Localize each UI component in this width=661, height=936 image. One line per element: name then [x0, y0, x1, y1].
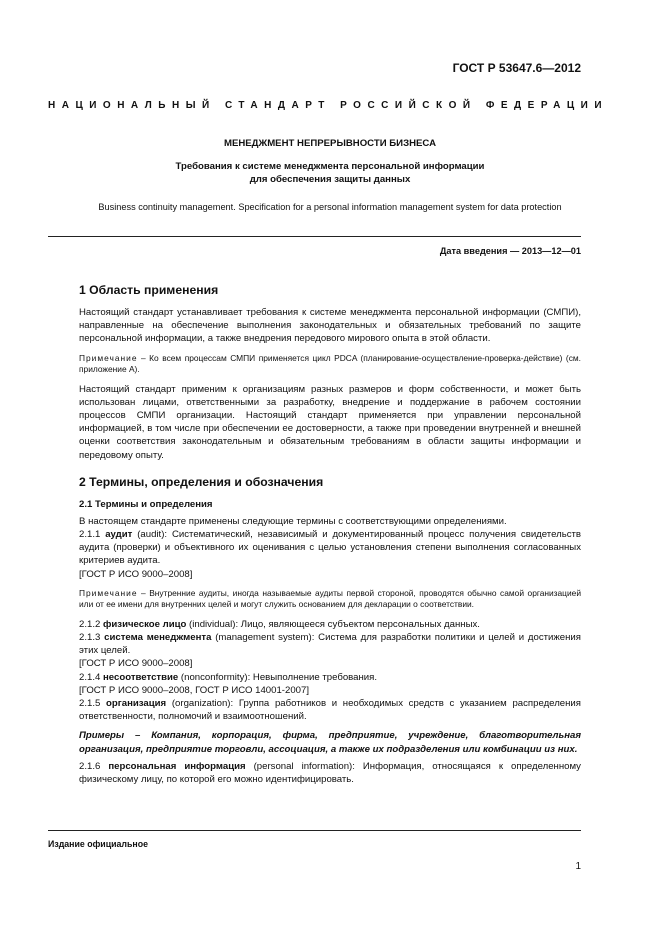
- term-2-1-3-reference: [ГОСТ Р ИСО 9000–2008]: [79, 658, 193, 670]
- page-number: 1: [575, 861, 581, 872]
- term-definition: (management system): Система для разработки политики и целей и достижения этих целей.: [79, 632, 581, 657]
- document-title: МЕНЕДЖМЕНТ НЕПРЕРЫВНОСТИ БИЗНЕСА: [223, 138, 437, 149]
- national-standard-heading: НАЦИОНАЛЬНЫЙ СТАНДАРТ РОССИЙСКОЙ ФЕДЕРАЦИИ: [48, 100, 609, 111]
- section-1-paragraph-2: Настоящий стандарт применим к организациям разных размеров и форм собственности, и может быть использован лицами, ответственными за разработку, внедрение и поддержание в рабочем состоянии процессов СМПИ организации. Настоящий стандарт применяется при управлении персональной информацией, в том числе при обеспечении ее достоверности, а также при проведении внутренней и внешней оценки соответствия законодательным и обязательным требованиям в области защиты информации и передовому опыту.: [79, 383, 581, 461]
- main-content: [79, 282, 581, 786]
- term-2-1-4: [79, 671, 581, 684]
- term-number: 2.1.5: [79, 698, 107, 710]
- official-edition-label: Издание официальное: [48, 839, 148, 849]
- subtitle-line-1: Требования к системе менеджмента персональной информации: [175, 161, 485, 172]
- term-definition: (audit): Систематический, независимый и документированный процесс получения свидетельств аудита (проверки) и объективного их оценивания с целью установления степени выполнения согласованных критериев аудита.: [79, 529, 581, 567]
- term-name: физическое лицо: [103, 618, 187, 630]
- note-label: Примечание: [79, 587, 138, 598]
- section-1-paragraph-1: Настоящий стандарт устанавливает требования к системе менеджмента персональной информации (СМПИ), направленные на обеспечение выполнения законодательных и обязательных требований по защите персональной информации, а также внедрения передового мирового опыта в этой области.: [79, 307, 581, 345]
- term-definition: (personal information): Информация, относящаяся к определенному физическому лицу, по которой его можно идентифицировать.: [79, 760, 581, 786]
- term-number: 2.1.6: [79, 760, 109, 772]
- note-label: Примечание: [79, 352, 138, 363]
- term-2-1-6: [79, 760, 581, 786]
- subsection-2-1-heading: 2.1 Термины и определения: [79, 498, 213, 510]
- term-2-1-3: [79, 631, 581, 657]
- term-name: персональная информация: [108, 760, 246, 772]
- note-text: – Ко всем процессам СМПИ применяется цикл PDCA (планирование-осуществление-проверка-действие) (см. приложение А).: [79, 352, 581, 375]
- term-name: организация: [106, 698, 167, 710]
- term-number: 2.1.2: [79, 618, 104, 630]
- header-divider: [48, 236, 581, 237]
- section-2-note: [79, 588, 581, 611]
- term-2-1-4-reference: [ГОСТ Р ИСО 9000–2008, ГОСТ Р ИСО 14001-2007]: [79, 684, 310, 696]
- term-name: аудит: [105, 529, 133, 541]
- terms-intro: В настоящем стандарте применены следующие термины с соответствующими определениями.: [79, 515, 507, 527]
- term-definition: (organization): Группа работников и необходимых средств с указанием распределения ответственности, полномочий и взаимоотношений.: [79, 698, 581, 723]
- section-2-heading: 2 Термины, определения и обозначения: [79, 474, 324, 489]
- section-1-heading: 1 Область применения: [79, 283, 219, 297]
- introduction-date: Дата введения — 2013—12—01: [439, 246, 581, 256]
- term-number: 2.1.1: [79, 529, 106, 541]
- term-number: 2.1.4: [79, 671, 104, 683]
- document-subtitle: [79, 161, 581, 186]
- term-name: несоответствие: [103, 671, 179, 683]
- term-name: система менеджмента: [104, 632, 212, 644]
- term-definition: (nonconformity): Невыполнение требования.: [178, 671, 378, 683]
- english-title: Business continuity management. Specification for a personal information management system for data protection: [98, 202, 562, 212]
- organization-examples: Примеры – Компания, корпорация, фирма, предприятие, учреждение, благотворительная организация, предприятие торговли, ассоциация, а также их подразделения или комбинации из них.: [79, 730, 581, 755]
- term-definition: (individual): Лицо, являющееся субъектом персональных данных.: [186, 618, 480, 630]
- term-2-1-1-reference: [ГОСТ Р ИСО 9000–2008]: [79, 568, 193, 580]
- term-2-1-5: [79, 697, 581, 723]
- section-1-note: [79, 353, 581, 376]
- subtitle-line-2: для обеспечения защиты данных: [249, 173, 411, 185]
- term-2-1-2: [79, 618, 581, 631]
- term-number: 2.1.3: [79, 632, 105, 644]
- gost-number: ГОСТ Р 53647.6—2012: [452, 61, 581, 75]
- term-2-1-1: [79, 528, 581, 568]
- footer-divider: [48, 830, 581, 831]
- note-text: – Внутренние аудиты, иногда называемые аудиты первой стороной, проводятся обычно самой организацией или от ее имени для внутренних целей и могут служить основанием для декларации о соответствии.: [79, 587, 581, 610]
